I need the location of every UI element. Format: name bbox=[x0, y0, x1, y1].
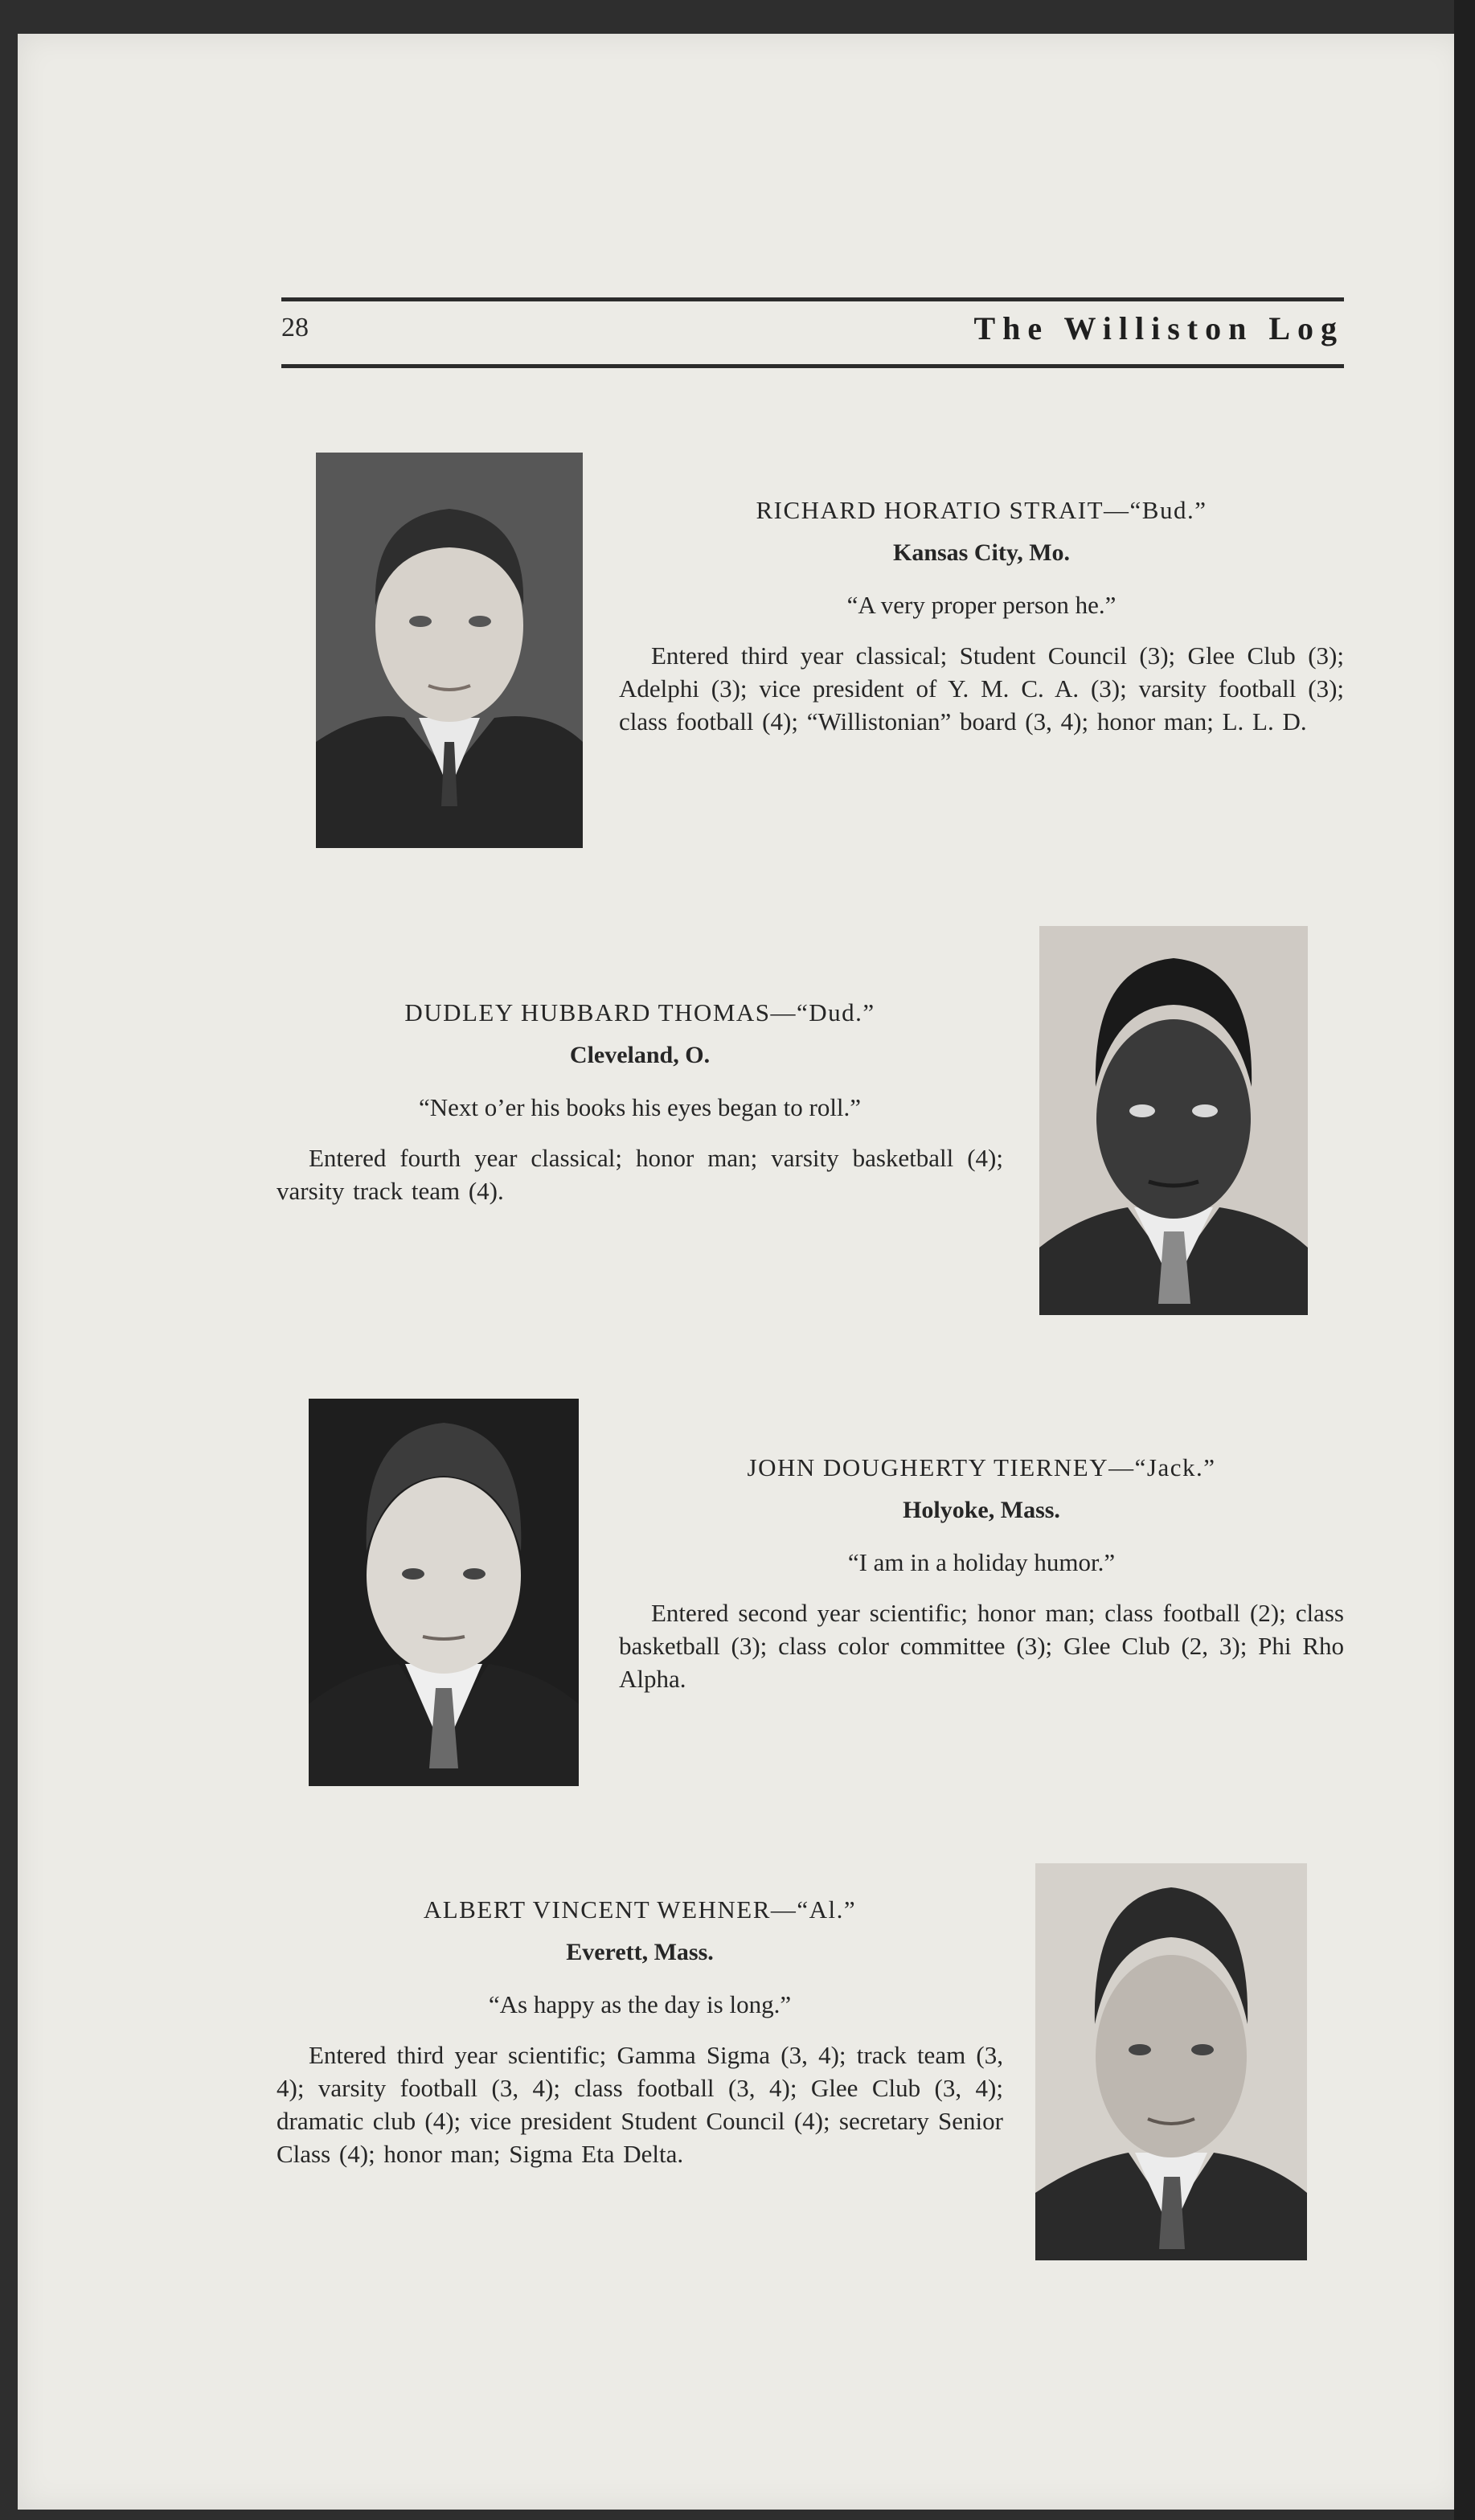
page-number: 28 bbox=[281, 313, 309, 342]
entry-quote: “I am in a holiday humor.” bbox=[847, 1548, 1116, 1576]
portrait-photo-wehner bbox=[1035, 1863, 1307, 2260]
entry-bio: Entered fourth year classical; honor man; varsity basketball (4); varsity track team (4). bbox=[277, 1144, 1003, 1205]
entry-quote: “Next o’er his books his eyes began to roll.” bbox=[418, 1093, 862, 1121]
entry-city: Holyoke, Mass. bbox=[903, 1497, 1060, 1523]
entry-city: Everett, Mass. bbox=[566, 1939, 714, 1965]
entry-name: JOHN DOUGHERTY TIERNEY—“Jack.” bbox=[747, 1453, 1216, 1481]
entry-name: ALBERT VINCENT WEHNER—“Al.” bbox=[423, 1895, 857, 1924]
portrait-photo-tierney bbox=[309, 1399, 579, 1786]
scan-edge bbox=[1454, 0, 1475, 2520]
entry-city: Kansas City, Mo. bbox=[892, 539, 1071, 566]
entry-wehner bbox=[277, 1894, 1003, 2170]
entry-quote: “A very proper person he.” bbox=[846, 591, 1116, 619]
portrait-photo-strait bbox=[316, 453, 583, 848]
entry-name: DUDLEY HUBBARD THOMAS—“Dud.” bbox=[404, 998, 875, 1026]
entry-city: Cleveland, O. bbox=[569, 1042, 711, 1068]
entry-thomas bbox=[277, 997, 1003, 1207]
page-header bbox=[281, 297, 1344, 368]
entry-name: RICHARD HORATIO STRAIT—“Bud.” bbox=[756, 496, 1207, 524]
running-title: The Williston Log bbox=[973, 310, 1344, 346]
portrait-photo-thomas bbox=[1039, 926, 1308, 1315]
entry-bio: Entered second year scientific; honor man; class football (2); class basketball (3); class color committee (3); Glee Club (2, 3); Phi Rho Alpha. bbox=[619, 1599, 1344, 1693]
entry-bio: Entered third year scientific; Gamma Sigma (3, 4); track team (3, 4); varsity football (3, 4); class football (3, 4); Glee Club (3, 4); dramatic club (4); vice president Student Council (4); secretary Senior Class (4); honor man; Sigma Eta Delta. bbox=[277, 2041, 1003, 2168]
entry-quote: “As happy as the day is long.” bbox=[488, 1990, 792, 2018]
entry-strait bbox=[619, 494, 1344, 738]
entry-bio: Entered third year classical; Student Council (3); Glee Club (3); Adelphi (3); vice president of Y. M. C. A. (3); varsity football (3); class football (4); “Willistonian” board (3, 4); honor man; L. L. D. bbox=[619, 641, 1344, 736]
entry-tierney bbox=[619, 1452, 1344, 1695]
